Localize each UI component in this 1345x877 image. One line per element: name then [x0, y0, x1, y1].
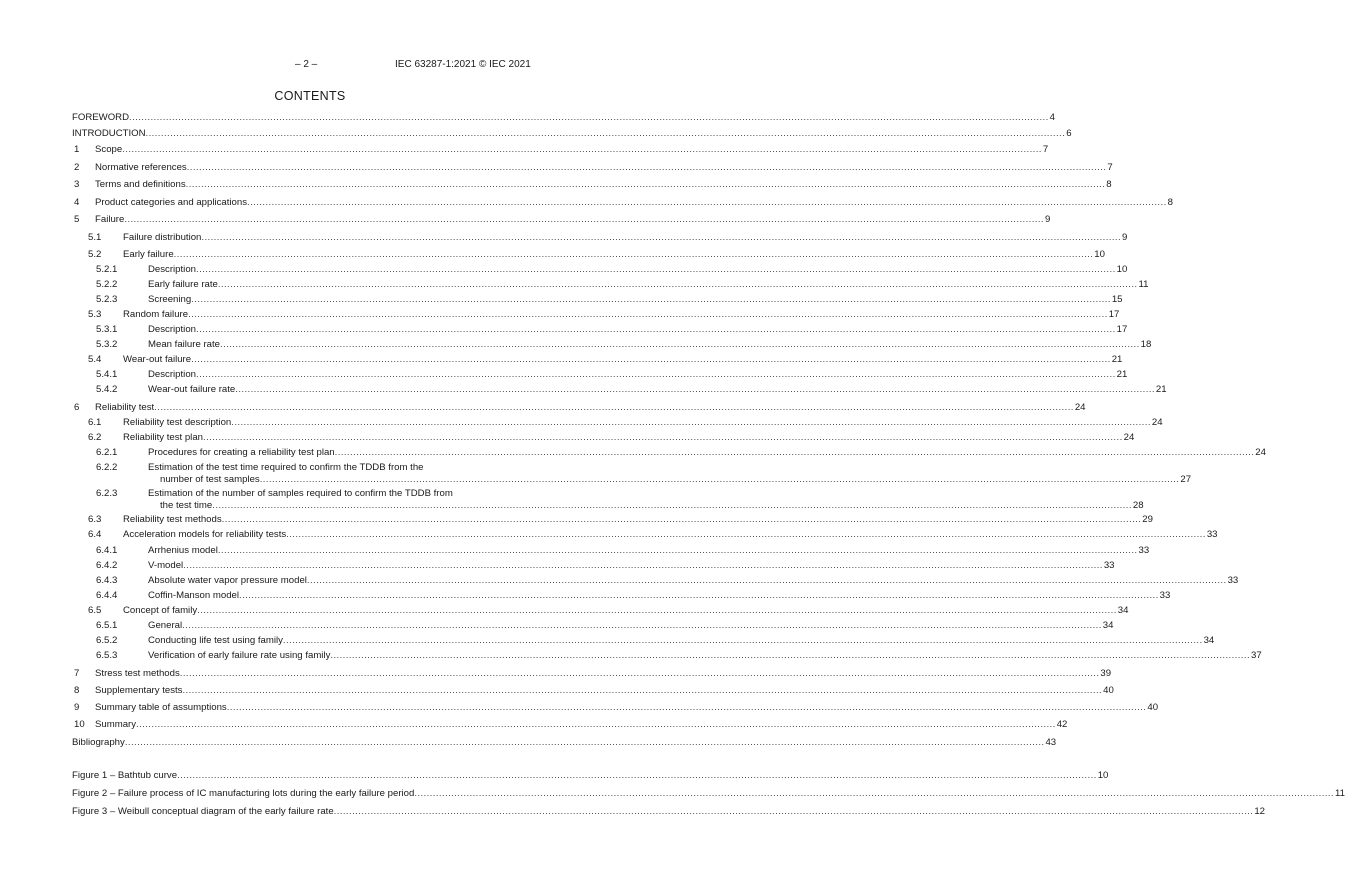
toc-entry-page: 43 — [1045, 737, 1057, 748]
toc-entry-title: Figure 2 – Failure process of IC manufacturing lots during the early failure period — [72, 788, 415, 799]
toc-entry-number: 6.4.2 — [96, 560, 118, 571]
toc-entry-page: 9 — [1044, 214, 1051, 225]
dot-leader: ............................................................................................................................................................................................................................................................................................................ — [334, 447, 1255, 458]
toc-entry-page: 9 — [1122, 232, 1128, 243]
toc-entry-page: 33 — [1206, 529, 1218, 540]
toc-entry-title: Summary table of assumptions — [95, 702, 227, 713]
toc-entry-number: 5.3.2 — [96, 339, 118, 350]
toc-entry-page: 10 — [1094, 249, 1105, 260]
toc-entry-title: Product categories and applications — [95, 197, 247, 208]
toc-entry-number: 6.5.3 — [96, 650, 118, 661]
dot-leader: ............................................................................................................................................................................................................................................................................................................ — [129, 112, 1049, 123]
toc-entry-page: 24 — [1123, 432, 1135, 443]
dot-leader: ............................................................................................................................................................................................................................................................................................................ — [306, 575, 1227, 586]
toc-entry-number: 6 — [74, 402, 80, 413]
toc-entry-title: Terms and definitions — [95, 179, 186, 190]
toc-entry-title: Supplementary tests — [95, 685, 183, 696]
toc-entry-number: 6.5 — [88, 605, 102, 616]
toc-entry-page: 11 — [1138, 279, 1149, 290]
toc-entry-page: 34 — [1102, 620, 1114, 631]
toc-entry-title: Reliability test description — [123, 417, 232, 428]
dot-leader: ............................................................................................................................................................................................................................................................................................................ — [191, 294, 1111, 305]
toc-entry-page: 21 — [1116, 369, 1128, 380]
toc-entry-title: Coffin-Manson model — [148, 590, 240, 601]
toc-entry-page: 17 — [1108, 309, 1120, 320]
document-reference: IEC 63287-1:2021 © IEC 2021 — [395, 59, 531, 70]
dot-leader: ............................................................................................................................................................................................................................................................................................................ — [217, 279, 1138, 290]
toc-entry-title: Figure 1 – Bathtub curve — [72, 770, 178, 781]
dot-leader: ............................................................................................................................................................................................................................................................................................................ — [183, 560, 1103, 571]
toc-entry-title: Description — [148, 264, 196, 275]
toc-entry-page: 21 — [1155, 384, 1167, 395]
dot-leader: ............................................................................................................................................................................................................................................................................................................ — [185, 179, 1106, 190]
toc-entry-page: 18 — [1140, 339, 1152, 350]
toc-entry-title: Normative references — [95, 162, 187, 173]
dot-leader: ............................................................................................................................................................................................................................................................................................................ — [259, 474, 1180, 485]
dot-leader: ............................................................................................................................................................................................................................................................................................................ — [239, 590, 1159, 601]
toc-entry-title: Conducting life test using family — [148, 635, 283, 646]
dot-leader: ............................................................................................................................................................................................................................................................................................................ — [221, 514, 1142, 525]
toc-entry-title: Procedures for creating a reliability test plan — [148, 447, 335, 458]
toc-entry-page: 17 — [1116, 324, 1128, 335]
toc-entry-number: 5.1 — [88, 232, 102, 243]
dot-leader: ............................................................................................................................................................................................................................................................................................................ — [173, 249, 1094, 260]
dot-leader: ............................................................................................................................................................................................................................................................................................................ — [188, 309, 1108, 320]
dot-leader: ............................................................................................................................................................................................................................................................................................................ — [145, 128, 1066, 139]
toc-entry-title: Mean failure rate — [148, 339, 220, 350]
dot-leader: ............................................................................................................................................................................................................................................................................................................ — [191, 354, 1111, 365]
toc-entry-title: Description — [148, 324, 196, 335]
toc-entry-title: Estimation of the test time required to confirm the TDDB from the — [148, 462, 424, 473]
toc-entry-number: 6.4.1 — [96, 545, 118, 556]
toc-entry-page: 33 — [1103, 560, 1115, 571]
toc-entry-title: Failure — [95, 214, 125, 225]
dot-leader: ............................................................................................................................................................................................................................................................................................................ — [220, 339, 1140, 350]
dot-leader: ............................................................................................................................................................................................................................................................................................................ — [124, 737, 1045, 748]
toc-entry-title: Wear-out failure rate — [148, 384, 236, 395]
toc-entry-number: 5.2 — [88, 249, 102, 260]
toc-entry-number: 6.5.2 — [96, 635, 118, 646]
toc-entry-number: 6.3 — [88, 514, 102, 525]
toc-entry-number: 5.4.1 — [96, 369, 118, 380]
toc-entry-page: 33 — [1138, 545, 1150, 556]
toc-entry-number: 6.5.1 — [96, 620, 118, 631]
toc-entry-title: FOREWORD — [72, 112, 130, 123]
toc-entry-number: 6.2.2 — [96, 462, 118, 473]
toc-entry-title: Stress test methods — [95, 668, 180, 679]
toc-entry-page: 10 — [1097, 770, 1109, 781]
toc-entry-title: Verification of early failure rate using family — [148, 650, 331, 661]
toc-entry-title: Arrhenius model — [148, 545, 218, 556]
toc-entry-title: V-model — [148, 560, 184, 571]
toc-entry-title: Wear-out failure — [123, 354, 192, 365]
toc-entry-page: 12 — [1254, 806, 1265, 817]
toc-entry-title: Early failure — [123, 249, 174, 260]
toc-entry-page: 40 — [1103, 685, 1114, 696]
dot-leader: ............................................................................................................................................................................................................................................................................................................ — [231, 417, 1151, 428]
toc-entry-title: Failure distribution — [123, 232, 202, 243]
toc-entry-title: General — [148, 620, 183, 631]
toc-entry-page: 33 — [1159, 590, 1171, 601]
dot-leader: ............................................................................................................................................................................................................................................................................................................ — [196, 369, 1116, 380]
toc-entry-page: 29 — [1142, 514, 1153, 525]
toc-entry-page: 7 — [1107, 162, 1113, 173]
dot-leader: ............................................................................................................................................................................................................................................................................................................ — [282, 635, 1203, 646]
contents-title: CONTENTS — [274, 89, 346, 103]
dot-leader: ............................................................................................................................................................................................................................................................................................................ — [182, 685, 1103, 696]
toc-entry-number: 5.4 — [88, 354, 102, 365]
toc-entry-title: INTRODUCTION — [72, 128, 146, 139]
page-number: – 2 – — [295, 59, 318, 70]
toc-entry-title-continued: the test time — [160, 500, 213, 511]
toc-entry-number: 2 — [74, 162, 80, 173]
toc-entry-page: 24 — [1074, 402, 1086, 413]
dot-leader: ............................................................................................................................................................................................................................................................................................................ — [124, 214, 1044, 225]
toc-entry-page: 33 — [1227, 575, 1239, 586]
dot-leader: ............................................................................................................................................................................................................................................................................................................ — [179, 668, 1100, 679]
toc-entry-page: 39 — [1100, 668, 1112, 679]
toc-entry-number: 5.2.2 — [96, 279, 118, 290]
dot-leader: ............................................................................................................................................................................................................................................................................................................ — [333, 806, 1254, 817]
toc-entry-title: Figure 3 – Weibull conceptual diagram of the early failure rate — [72, 806, 334, 817]
toc-entry-number: 6.4.4 — [96, 590, 118, 601]
toc-entry-number: 5.2.3 — [96, 294, 118, 305]
toc-entry-number: 5 — [74, 214, 80, 225]
dot-leader: ............................................................................................................................................................................................................................................................................................................ — [196, 264, 1116, 275]
dot-leader: ............................................................................................................................................................................................................................................................................................................ — [247, 197, 1167, 208]
toc-entry-page: 15 — [1111, 294, 1123, 305]
toc-entry-title: Screening — [148, 294, 192, 305]
toc-entry-number: 5.4.2 — [96, 384, 118, 395]
toc-entry-page: 21 — [1111, 354, 1123, 365]
toc-entry-page: 34 — [1117, 605, 1129, 616]
toc-entry-title: Concept of family — [123, 605, 198, 616]
toc-entry-page: 34 — [1203, 635, 1215, 646]
toc-entry-title: Reliability test methods — [123, 514, 222, 525]
toc-entry-title: Bibliography — [72, 737, 125, 748]
toc-entry-number: 8 — [74, 685, 80, 696]
toc-entry-number: 6.2.3 — [96, 488, 118, 499]
toc-entry-page: 8 — [1106, 179, 1112, 190]
toc-entry-title: Absolute water vapor pressure model — [148, 575, 307, 586]
toc-entry-number: 6.4 — [88, 529, 102, 540]
toc-entry-page: 6 — [1066, 128, 1072, 139]
toc-entry-title: Estimation of the number of samples required to confirm the TDDB from — [148, 488, 453, 499]
toc-entry-number: 5.3 — [88, 309, 102, 320]
toc-entry-page: 10 — [1116, 264, 1128, 275]
toc-entry-number: 3 — [74, 179, 80, 190]
toc-entry-page: 24 — [1255, 447, 1266, 458]
toc-entry-title: Early failure rate — [148, 279, 218, 290]
toc-entry-number: 5.2.1 — [96, 264, 118, 275]
toc-entry-title: Summary — [95, 719, 137, 730]
dot-leader: ............................................................................................................................................................................................................................................................................................................ — [203, 432, 1123, 443]
toc-entry-title: Reliability test — [95, 402, 155, 413]
dot-leader: ............................................................................................................................................................................................................................................................................................................ — [182, 620, 1102, 631]
dot-leader: ............................................................................................................................................................................................................................................................................................................ — [286, 529, 1206, 540]
dot-leader: ............................................................................................................................................................................................................................................................................................................ — [235, 384, 1155, 395]
toc-entry-title: Random failure — [123, 309, 189, 320]
toc-entry-number: 6.4.3 — [96, 575, 118, 586]
dot-leader: ............................................................................................................................................................................................................................................................................................................ — [154, 402, 1074, 413]
toc-entry-number: 10 — [74, 719, 85, 730]
toc-entry-title: Scope — [95, 144, 123, 155]
toc-entry-title: Reliability test plan — [123, 432, 203, 443]
toc-entry-title-continued: number of test samples — [160, 474, 260, 485]
dot-leader: ............................................................................................................................................................................................................................................................................................................ — [196, 324, 1116, 335]
toc-entry-page: 37 — [1251, 650, 1262, 661]
dot-leader: ............................................................................................................................................................................................................................................................................................................ — [136, 719, 1056, 730]
toc-entry-page: 28 — [1132, 500, 1144, 511]
dot-leader: ............................................................................................................................................................................................................................................................................................................ — [226, 702, 1147, 713]
dot-leader: ............................................................................................................................................................................................................................................................................................................ — [414, 788, 1334, 799]
toc-entry-number: 6.1 — [88, 417, 102, 428]
dot-leader: ............................................................................................................................................................................................................................................................................................................ — [177, 770, 1097, 781]
toc-entry-number: 6.2 — [88, 432, 102, 443]
toc-entry-page: 42 — [1056, 719, 1068, 730]
toc-entry-title: Description — [148, 369, 196, 380]
dot-leader: ............................................................................................................................................................................................................................................................................................................ — [122, 144, 1042, 155]
toc-entry-number: 6.2.1 — [96, 447, 118, 458]
toc-entry-page: 40 — [1147, 702, 1159, 713]
dot-leader: ............................................................................................................................................................................................................................................................................................................ — [217, 545, 1138, 556]
toc-entry-title: Acceleration models for reliability tests — [123, 529, 287, 540]
dot-leader: ............................................................................................................................................................................................................................................................................................................ — [212, 500, 1132, 511]
toc-entry-number: 5.3.1 — [96, 324, 118, 335]
dot-leader: ............................................................................................................................................................................................................................................................................................................ — [330, 650, 1251, 661]
toc-entry-page: 4 — [1049, 112, 1056, 123]
toc-entry-page: 8 — [1167, 197, 1173, 208]
toc-entry-page: 27 — [1180, 474, 1192, 485]
toc-entry-number: 7 — [74, 668, 80, 679]
toc-entry-page: 7 — [1042, 144, 1049, 155]
dot-leader: ............................................................................................................................................................................................................................................................................................................ — [197, 605, 1117, 616]
toc-entry-page: 11 — [1335, 788, 1345, 799]
toc-entry-page: 24 — [1151, 417, 1163, 428]
toc-entry-number: 4 — [74, 197, 80, 208]
toc-entry-number: 9 — [74, 702, 80, 713]
toc-entry-number: 1 — [74, 144, 80, 155]
dot-leader: ............................................................................................................................................................................................................................................................................................................ — [186, 162, 1107, 173]
dot-leader: ............................................................................................................................................................................................................................................................................................................ — [201, 232, 1122, 243]
